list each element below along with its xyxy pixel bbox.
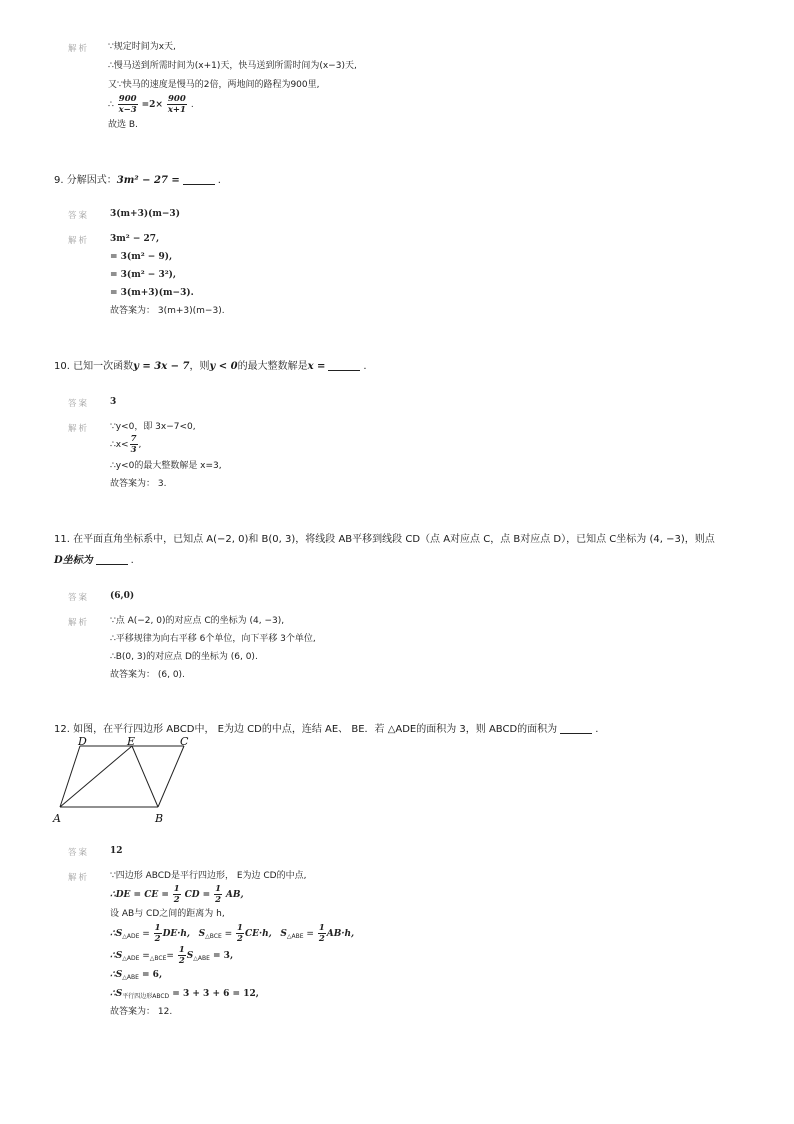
- q8-step-3: 又∵快马的速度是慢马的2倍，两地间的路程为900里,: [108, 80, 320, 90]
- q11-conclusion: 故答案为： (6, 0).: [110, 670, 185, 680]
- question-11-line-2: D坐标为 .: [54, 555, 134, 566]
- fraction: $\frac{900}{x+1}$: [167, 94, 186, 115]
- analysis-label: 解析: [68, 873, 90, 883]
- q11-step-3: ∴B(0, 3)的对应点 D的坐标为 (6, 0).: [110, 652, 258, 662]
- q8-step-1: ∵规定时间为x天,: [108, 42, 176, 52]
- q10-step-1: ∵y<0，即 3x−7<0,: [110, 422, 196, 432]
- q9-conclusion: 故答案为： 3(m+3)(m−3).: [110, 306, 225, 316]
- point-label-c: C: [180, 736, 189, 748]
- q10-answer: 3: [110, 397, 117, 407]
- question-9: 9. 分解因式：3m² − 27 = .: [54, 175, 221, 186]
- q11-step-2: ∴平移规律为向右平移 6个单位，向下平移 3个单位,: [110, 634, 316, 644]
- point-label-d: D: [78, 736, 87, 748]
- q12-answer: 12: [110, 846, 123, 856]
- answer-blank: [96, 554, 128, 565]
- q9-step-4: = 3(m+3)(m−3).: [110, 288, 194, 298]
- q12-step-7: $\therefore S_{平行四边形ABCD} = 3 + 3 + 6 = 12$,: [110, 989, 259, 1000]
- analysis-label: 解析: [68, 424, 90, 434]
- q12-step-5: $\therefore S_{\triangle ADE} =_{\triangle BCE}=$ $\frac{1}{2}$ $S_{\triangle ABE} = 3$,: [110, 945, 234, 966]
- fraction: $\frac{900}{x-3}$: [118, 94, 137, 115]
- q9-step-3: = 3(m² − 3²),: [110, 270, 177, 280]
- analysis-label: 解析: [68, 618, 90, 628]
- q12-step-2: ∴DE = CE = $\frac{1}{2}$ CD = $\frac{1}{2}$ AB,: [110, 884, 244, 905]
- q12-step-4: $\therefore S_{\triangle ADE}$ = $\frac{1}{2}$ DE·h, $S_{\triangle BCE}$ = $\frac{1}{2}$ CE·h, $S_{\triangle ABE}$ = $\frac{1}{2}$ AB·h,: [110, 923, 355, 944]
- q12-conclusion: 故答案为： 12.: [110, 1007, 173, 1017]
- q8-conclusion: 故选 B.: [108, 120, 138, 130]
- segment-be: [132, 746, 158, 807]
- question-12: 12. 如图，在平行四边形 ABCD中， E为边 CD的中点，连结 AE、 BE．若 △ADE的面积为 3，则 ABCD的面积为 .: [54, 724, 599, 735]
- segment-ad: [60, 746, 80, 807]
- q10-step-2: ∴x< $\frac{7}{3}$ ,: [110, 434, 142, 455]
- question-11-line-1: 11. 在平面直角坐标系中，已知点 A(−2, 0)和 B(0, 3)，将线段 AB平移到线段 CD（点 A对应点 C，点 B对应点 D），已知点 C坐标为 (4, −3)，则点: [54, 534, 715, 545]
- q9-step-1: 3m² − 27,: [110, 234, 160, 244]
- fraction: $\frac{1}{2}$: [154, 923, 161, 944]
- fraction: $\frac{1}{2}$: [318, 923, 325, 944]
- fraction: $\frac{1}{2}$: [173, 884, 180, 905]
- q8-equation: ∴ $\frac{900}{x-3}$ =2× $\frac{900}{x+1}$ .: [108, 94, 194, 115]
- q12-step-3: 设 AB与 CD之间的距离为 h,: [110, 909, 225, 919]
- point-label-a: A: [53, 812, 61, 825]
- question-10: 10. 已知一次函数y = 3x − 7，则y < 0的最大整数解是x = .: [54, 361, 367, 372]
- answer-blank: [328, 360, 360, 371]
- q12-step-1: ∵四边形 ABCD是平行四边形， E为边 CD的中点,: [110, 871, 307, 881]
- fraction: $\frac{7}{3}$: [130, 434, 137, 455]
- point-label-e: E: [127, 736, 136, 748]
- answer-blank: [183, 174, 215, 185]
- point-label-b: B: [155, 812, 164, 825]
- analysis-label: 解析: [68, 44, 90, 54]
- parallelogram-figure: [50, 736, 210, 826]
- q10-step-3: ∴y<0的最大整数解是 x=3,: [110, 461, 222, 471]
- answer-label: 答案: [68, 848, 90, 858]
- analysis-label: 解析: [68, 236, 90, 246]
- q8-step-2: ∴慢马送到所需时间为(x+1)天，快马送到所需时间为(x−3)天,: [108, 61, 357, 71]
- q11-step-1: ∵点 A(−2, 0)的对应点 C的坐标为 (4, −3),: [110, 616, 285, 626]
- q12-step-6: $\therefore S_{\triangle ABE} = 6$,: [110, 970, 163, 981]
- answer-label: 答案: [68, 399, 90, 409]
- q9-answer: 3(m+3)(m−3): [110, 209, 180, 219]
- q10-conclusion: 故答案为： 3.: [110, 479, 167, 489]
- fraction: $\frac{1}{2}$: [215, 884, 222, 905]
- q9-step-2: = 3(m² − 9),: [110, 252, 173, 262]
- answer-blank: [560, 723, 592, 734]
- q11-answer: (6,0): [110, 591, 135, 601]
- fraction: $\frac{1}{2}$: [178, 945, 185, 966]
- fraction: $\frac{1}{2}$: [237, 923, 243, 944]
- segment-ae: [60, 746, 132, 807]
- segment-bc: [158, 746, 184, 807]
- answer-label: 答案: [68, 593, 90, 603]
- answer-label: 答案: [68, 211, 90, 221]
